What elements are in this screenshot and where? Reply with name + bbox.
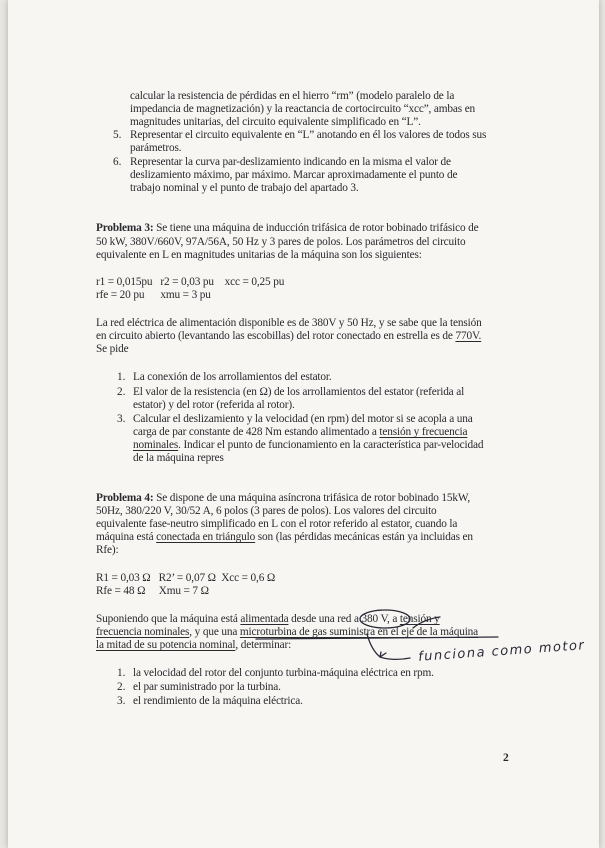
intro-item5-line-1: Representar el circuito equivalente en “L” anotando en él los valores de todos sus — [130, 129, 487, 141]
list-number: 3. — [117, 413, 126, 425]
list-number: 3. — [117, 695, 126, 707]
circled-value: 380 V — [361, 613, 388, 625]
problem3-voltage-value: 770V. — [455, 330, 482, 342]
problem3-item3-line-1: Calcular el deslizamiento y la velocidad (en rpm) del motor si se acopla a una — [133, 413, 473, 425]
page-number: 2 — [503, 752, 509, 764]
handwritten-note: funciona como motor — [417, 638, 586, 665]
problem4-label: Problema 4: — [96, 492, 154, 504]
intro-line-3: magnitudes unitarias, del circuito equivalente simplificado en “L”. — [130, 116, 421, 128]
problem3-item2-line-2: estator) y del rotor (referida al rotor). — [133, 399, 295, 411]
problem3-item3-line-3-rest: . Indicar el punto de funcionamiento en la característica par-velocidad — [178, 439, 484, 451]
list-number: 6. — [113, 156, 122, 168]
underlined-phrase: conectada en triángulo — [156, 531, 256, 543]
problem3-line-3: equivalente en L en magnitudes unitarias de la máquina son los siguientes: — [96, 249, 422, 261]
problem3-supply-line-2: en circuito abierto (levantando las escobillas) del rotor conectado en estrella es de 770V. — [96, 330, 482, 342]
problem4-item2: el par suministrado por la turbina. — [133, 681, 281, 693]
problem3-item3-line-3 — [133, 439, 483, 453]
problem3-first-line: Problema 3: Se tiene una máquina de inducción trifásica de rotor bobinado trifásico de — [96, 222, 479, 234]
problem4-supply-line-1: Suponiendo que la máquina está alimentada desde una red a 380 V, a tensión y — [96, 613, 440, 625]
problem3-params-1: r1 = 0,015pu r2 = 0,03 pu xcc = 0,25 pu — [96, 276, 285, 288]
problem4-first-line: Problema 4: Se dispone de una máquina asíncrona trifásica de rotor bobinado 15kW, — [96, 492, 471, 504]
list-number: 1. — [117, 667, 126, 679]
problem3-item3-line-2: carga de par constante de 428 Nm estando alimentado a tensión y frecuencia — [133, 426, 468, 438]
problem4-line-2: 50Hz, 380/220 V, 30/52 A, 6 polos (3 pares de polos). Los valores del circuito — [96, 505, 437, 517]
intro-item6-line-3: trabajo nominal y el punto de trabajo del apartado 3. — [130, 182, 359, 194]
problem3-asks: Se pide — [96, 343, 129, 355]
intro-line-1: calcular la resistencia de pérdidas en el hierro “rm” (modelo paralelo de la — [130, 90, 455, 102]
list-number: 5. — [113, 129, 122, 141]
document-page — [8, 0, 599, 848]
problem4-item1: la velocidad del rotor del conjunto turbina-máquina eléctrica en rpm. — [133, 667, 434, 679]
list-number: 2. — [117, 386, 126, 398]
underlined-phrase: tensión y frecuencia — [379, 426, 468, 438]
problem4-line-4: máquina está conectada en triángulo son (las pérdidas mecánicas están ya incluidas en — [96, 531, 473, 543]
problem4-line-5: Rfe): — [96, 544, 119, 556]
problem3-item1-line-1: La conexión de los arrollamientos del estator. — [133, 371, 332, 383]
intro-line-2: impedancia de magnetización) y la reactancia de cortocircuito “xcc”, ambas en — [130, 103, 476, 115]
problem3-item3-line-4: de la máquina repres — [133, 452, 224, 464]
problem4-item3: el rendimiento de la máquina eléctrica. — [133, 695, 303, 707]
problem3-label: Problema 3: — [96, 222, 154, 234]
problem3-supply-line-1: La red eléctrica de alimentación disponible es de 380V y 50 Hz, y se sabe que la tensión — [96, 317, 482, 329]
underlined-phrase: nominales — [133, 439, 179, 451]
problem4-supply-line-2: frecuencia nominales, y que una microturbina de gas suministra en el eje de la máquina — [96, 626, 479, 638]
problem3-params-2: rfe = 20 pu xmu = 3 pu — [96, 289, 211, 301]
problem4-params-2: Rfe = 48 Ω Xmu = 7 Ω — [96, 585, 209, 597]
problem3-item2-line-1: El valor de la resistencia (en Ω) de los arrollamientos del estator (referida al — [133, 386, 465, 398]
problem4-params-1: R1 = 0,03 Ω R2’ = 0,07 Ω Xcc = 0,6 Ω — [96, 572, 276, 584]
problem4-line-3: equivalente fase-neutro simplificado en L con el rotor referido al estator, cuando la — [96, 518, 458, 530]
intro-item5-line-2: parámetros. — [130, 142, 182, 154]
list-number: 1. — [117, 371, 126, 383]
problem3-line-2: 50 kW, 380V/660V, 97A/56A, 50 Hz y 3 pares de polos. Los parámetros del circuito — [96, 236, 466, 248]
list-number: 2. — [117, 681, 126, 693]
intro-item6-line-2: deslizamiento máximo, par máximo. Marcar aproximadamente el punto de — [130, 169, 458, 181]
intro-item6-line-1: Representar la curva par-deslizamiento indicando en la misma el valor de — [130, 156, 451, 168]
problem4-supply-line-3: la mitad de su potencia nominal, determinar: — [96, 639, 292, 651]
